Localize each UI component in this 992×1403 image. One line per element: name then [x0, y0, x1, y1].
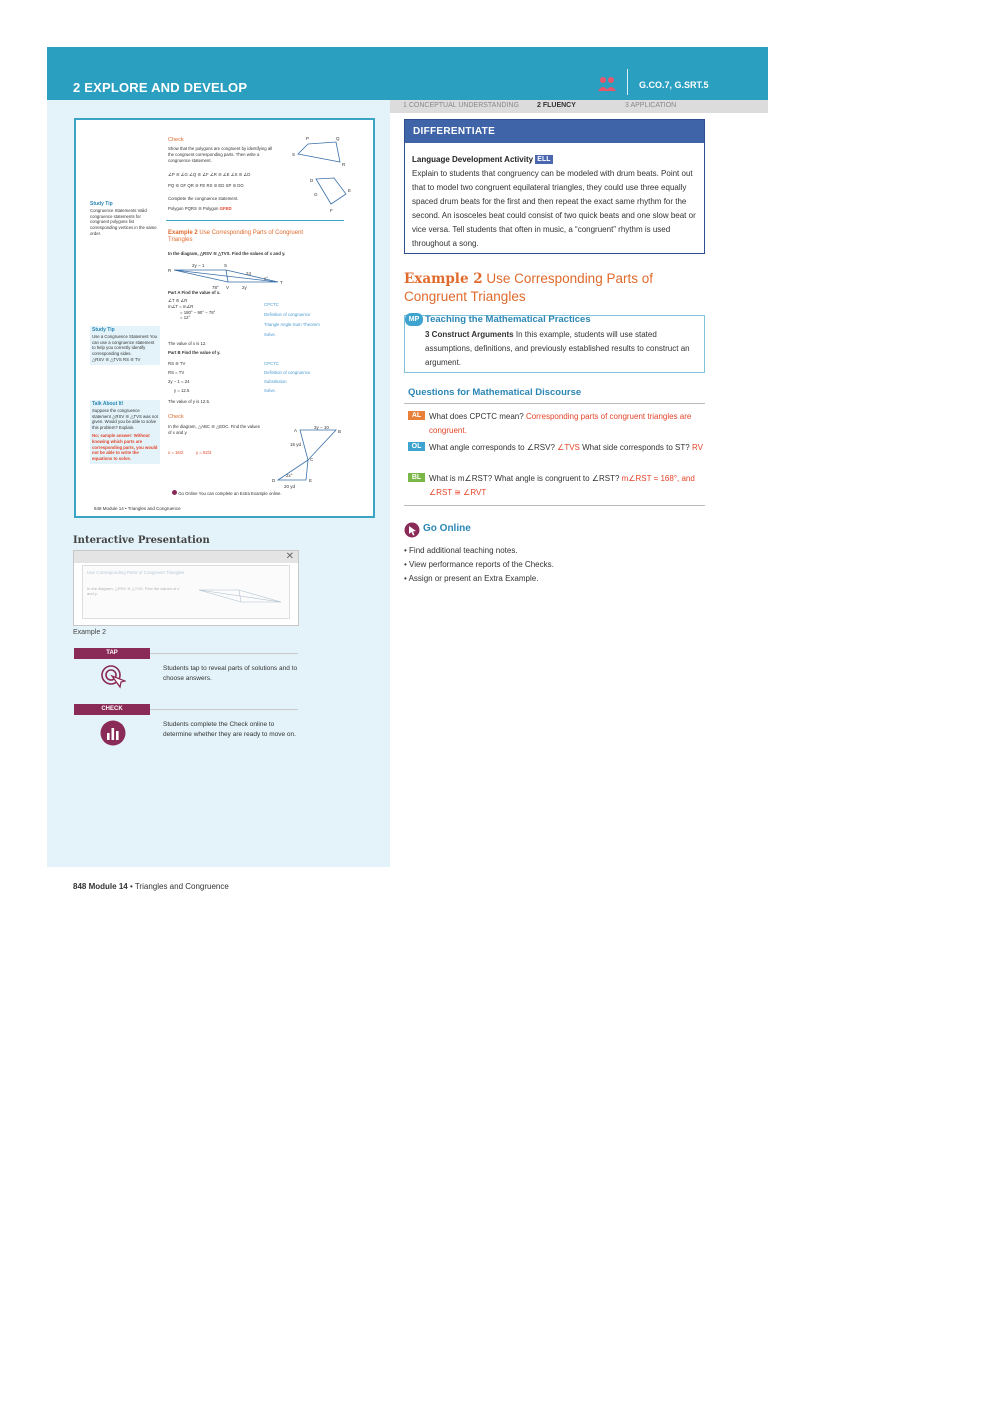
math-practices-box [404, 315, 705, 373]
part-b-reason: Definition of congruence [264, 370, 311, 375]
part-a-reasons [264, 300, 354, 340]
fig-label-ang-s: 2y [242, 285, 247, 290]
example-label: Example 2 [73, 629, 107, 636]
answer-text: ∠TVS [557, 443, 580, 452]
question-text: What is m∠RST? [429, 474, 493, 483]
part-a-step: ∠T ≅ ∠R [168, 298, 188, 303]
study-tip-1-title: Study Tip [90, 201, 113, 207]
part-b-step: RS = TV [168, 370, 185, 375]
frame-preview-title: Use Corresponding Parts of Congruent Triangles [87, 570, 185, 575]
student-page-thumbnail [74, 118, 375, 518]
answer-text: RV [691, 443, 703, 452]
thumb-example2-title: Use Corresponding Parts of Congruent Triangles [168, 230, 304, 243]
page-number: 848 [73, 882, 87, 891]
part-a-reason: Definition of congruence [264, 312, 311, 317]
fig-label-b: B [338, 429, 342, 434]
part-b-step: RS ≅ TV [168, 361, 186, 366]
activity-text: Explain to students that congruency can be modeled with drum beats. Point out that to model two congruent equilateral triangles, they could use three equally spaced drum beats for the first and then repeat the exact same rhythm for the second. An isosceles beat could consist of two quick beats and one slow beat or vice versa. Tell students that often in music, a “congruent” rhythm is used throughout a song. [412, 169, 696, 248]
fig-label-p: P [306, 136, 310, 141]
fig-label-d: D [310, 178, 314, 183]
part-b-reason: Substitution [264, 379, 287, 384]
page-footer: 848 Module 14 • Triangles and Congruence [73, 882, 229, 891]
check2-text: In the diagram, △ABC ≅ △EDC. Find the values of x and y. [168, 424, 260, 435]
example2-heading [404, 270, 704, 305]
study-tip-1 [90, 202, 160, 237]
answer-text: m∠RST = 168°, and ∠RST ≅ ∠RVT [429, 474, 695, 497]
study-tip-2-title: Study Tip [92, 327, 115, 333]
question-ol [408, 441, 705, 455]
talk-title: Talk About It! [92, 401, 124, 407]
question-text: What side corresponds to ST? [582, 443, 690, 452]
check-text: Show that the polygons are congruent by identifying all the congruent corresponding parts. Then write a congruence statement. [168, 146, 273, 163]
section-header [47, 47, 768, 100]
angles-row: ∠P ≅ ∠G ∠Q ≅ ∠F ∠R ≅ ∠E ∠S ≅ ∠D [168, 172, 251, 177]
study-tip-1-text: Congruence Statements Valid congruence statements for congruent polygons list corresponding vertices in the same order. [90, 207, 157, 236]
fig-label-ab: 3y − 10 [314, 425, 329, 430]
check-badge: CHECK [74, 704, 150, 715]
divider [166, 220, 344, 221]
interactive-presentation-title: Interactive Presentation [73, 535, 210, 546]
fig-label-g: G [314, 192, 318, 197]
question-text: What does CPCTC mean? [429, 412, 524, 421]
tap-badge-line [150, 653, 298, 654]
frame-triangles-figure [195, 578, 285, 608]
fig-label-ang-x: x° [264, 276, 269, 281]
questions-bottom-rule [404, 505, 705, 506]
section-title: 2 EXPLORE AND DEVELOP [73, 80, 248, 95]
part-a-reason: CPCTC [264, 302, 279, 307]
example2-title: Use Corresponding Parts of Congruent Triangles [404, 271, 653, 304]
thumb-example2 [168, 230, 308, 244]
tap-icon [100, 664, 126, 690]
fig-label-c: C [310, 457, 314, 462]
fig-label-r2: R [168, 268, 172, 273]
part-b-step: y = 12.5 [174, 388, 190, 393]
talk-text: Suppose the congruence statement △RSV ≅ △TVS was not given. Would you be able to solve this problem? Explain. [92, 407, 158, 431]
fig-label-15yd: 15 yd [290, 442, 302, 447]
check-badge-line [150, 709, 298, 710]
header-divider [627, 69, 628, 95]
module-label: Module 14 [88, 882, 128, 891]
fig-label-rs: 2y − 1 [192, 263, 205, 268]
chart-icon [100, 720, 126, 746]
module-title: Triangles and Congruence [134, 882, 229, 891]
part-a-reason: Triangle Angle-Sum Theorem [264, 322, 320, 327]
level-badge-bl: BL [408, 473, 425, 482]
frame-bar [74, 551, 298, 563]
close-icon[interactable]: ✕ [285, 551, 294, 562]
talk-answer: No; sample answer: Without knowing which parts are corresponding parts, you would not be able to write the equations to solve. [92, 432, 158, 462]
complete-text: Complete the congruence statement. [168, 196, 239, 201]
go-online-title[interactable]: Go Online [423, 523, 471, 534]
fig-label-q: Q [336, 136, 340, 141]
check-title: Check [168, 137, 184, 143]
fig-label-r: R [342, 162, 346, 167]
fig-label-ang-d: 2x° [286, 473, 293, 478]
mp-practice-name: 3 Construct Arguments [425, 330, 514, 339]
talk-about-it [90, 400, 160, 464]
fig-label-vt: 24 [246, 271, 252, 276]
part-b-reasons [264, 359, 354, 395]
thumb-example2-label: Example 2 [168, 230, 198, 236]
fig-label-v: V [226, 285, 230, 290]
questions-title: Questions for Mathematical Discourse [408, 387, 582, 398]
triangles-rsv-tvs-figure [168, 258, 288, 292]
check2-y: y = 52/3 [196, 450, 212, 455]
go-online-small-icon [172, 490, 177, 495]
standards-label: G.CO.7, G.SRT.5 [639, 80, 709, 90]
question-al [408, 410, 705, 438]
study-tip-2 [90, 326, 160, 365]
mp-description: In this example, students will use stated assumptions, definitions, and previously established results to construct an argument. [425, 330, 690, 367]
mp-icon: MP [405, 313, 423, 326]
frame-preview [82, 565, 290, 619]
part-a-step: = 180° − 90° − 78° [180, 309, 216, 315]
fig-label-a: A [294, 428, 298, 433]
go-online-item: • Find additional teaching notes. [404, 546, 518, 555]
tab-conceptual[interactable]: 1 CONCEPTUAL UNDERSTANDING [403, 102, 519, 109]
ell-badge: ELL [537, 156, 551, 163]
go-online-item: • Assign or present an Extra Example. [404, 574, 539, 583]
polygon-stmt-text: Polygon PQRS ≅ Polygon [168, 206, 219, 211]
fig-label-20yd: 20 yd [284, 484, 296, 489]
frame-preview-text: In the diagram, △RSV ≅ △TVS. Find the values of x and y. [87, 586, 180, 596]
tap-description: Students tap to reveal parts of solutions and to choose answers. [163, 665, 298, 682]
part-a-reason: Solve. [264, 332, 276, 337]
part-a-step: m∠T = m∠R [168, 303, 194, 309]
question-text: What angle is congruent to ∠RST? [494, 474, 620, 483]
thumb-go-online [172, 490, 282, 497]
part-a-result: The value of x is 12. [168, 341, 207, 346]
fig-label-s: S [292, 152, 296, 157]
mp-title: Teaching the Mathematical Practices [425, 314, 591, 325]
study-tip-2-relation: △RSV ≅ △TVS RS ≅ TV [92, 356, 141, 362]
thumb-footer: 848 Module 14 • Triangles and Congruence [94, 506, 181, 511]
study-tip-2-text: Use a Congruence Statement You can use a congruence statement to help you correctly identify corresponding sides. [92, 333, 157, 357]
tab-application[interactable]: 3 APPLICATION [625, 102, 677, 109]
part-b-result: The value of y is 12.5. [168, 399, 211, 404]
part-b-reason: Solve. [264, 388, 276, 393]
tab-bar [390, 100, 768, 113]
question-text: What angle corresponds to ∠RSV? [429, 443, 555, 452]
fig-label-t: T [280, 280, 283, 285]
answer-text: Corresponding parts of congruent triangles are congruent. [429, 412, 692, 435]
tab-fluency[interactable]: 2 FLUENCY [537, 102, 576, 109]
questions-top-rule [404, 403, 705, 404]
sides-row: PQ ≅ GF QR ≅ FE RS ≅ ED SP ≅ DG [168, 183, 244, 188]
part-b-heading: Part B Find the value of y. [168, 350, 221, 355]
fig-label-d2: D [272, 478, 276, 483]
question-bl [408, 472, 705, 500]
part-a-step: = 12° [180, 315, 191, 321]
polygon-statement [168, 206, 232, 212]
differentiate-box [404, 119, 705, 254]
example2-label: Example 2 [404, 271, 483, 287]
go-online-item: • View performance reports of the Checks. [404, 560, 554, 569]
thumb-example2-prompt: In the diagram, △RSV ≅ △TVS. Find the values of x and y. [168, 251, 286, 256]
fig-label-s2: S [224, 263, 228, 268]
fig-label-ang-v: 78° [212, 285, 219, 290]
part-a-heading: Part A Find the value of x. [168, 290, 221, 295]
activity-title: Language Development Activity [412, 155, 534, 164]
part-b-steps [168, 359, 258, 395]
group-icon [597, 75, 617, 93]
part-a-steps [168, 298, 258, 321]
thumb-go-online-text: Go Online You can complete an Extra Example online. [178, 491, 282, 496]
triangles-abc-edc-figure [266, 424, 346, 494]
level-badge-ol: OL [408, 442, 425, 451]
check2-x: x = 16/2 [168, 450, 184, 455]
fig-label-f: F [330, 208, 333, 213]
congruent-quadrilaterals-figure [286, 134, 366, 219]
interactive-frame[interactable] [73, 550, 299, 626]
polygon-answer: GFED [219, 206, 232, 211]
differentiate-body [405, 143, 704, 251]
go-online-icon [404, 522, 420, 538]
differentiate-title: DIFFERENTIATE [405, 120, 704, 143]
activity-heading [412, 153, 697, 167]
part-b-reason: CPCTC [264, 361, 279, 366]
go-online-list [404, 544, 554, 586]
tap-badge: TAP [74, 648, 150, 659]
check-description: Students complete the Check online to determine whether they are ready to move on. [163, 721, 296, 738]
level-badge-al: AL [408, 411, 425, 420]
fig-label-e: E [348, 188, 352, 193]
check2-title: Check [168, 414, 184, 420]
fig-label-e2: E [309, 478, 313, 483]
part-b-step: 2y − 1 = 24 [168, 379, 190, 384]
mp-text [425, 328, 700, 370]
